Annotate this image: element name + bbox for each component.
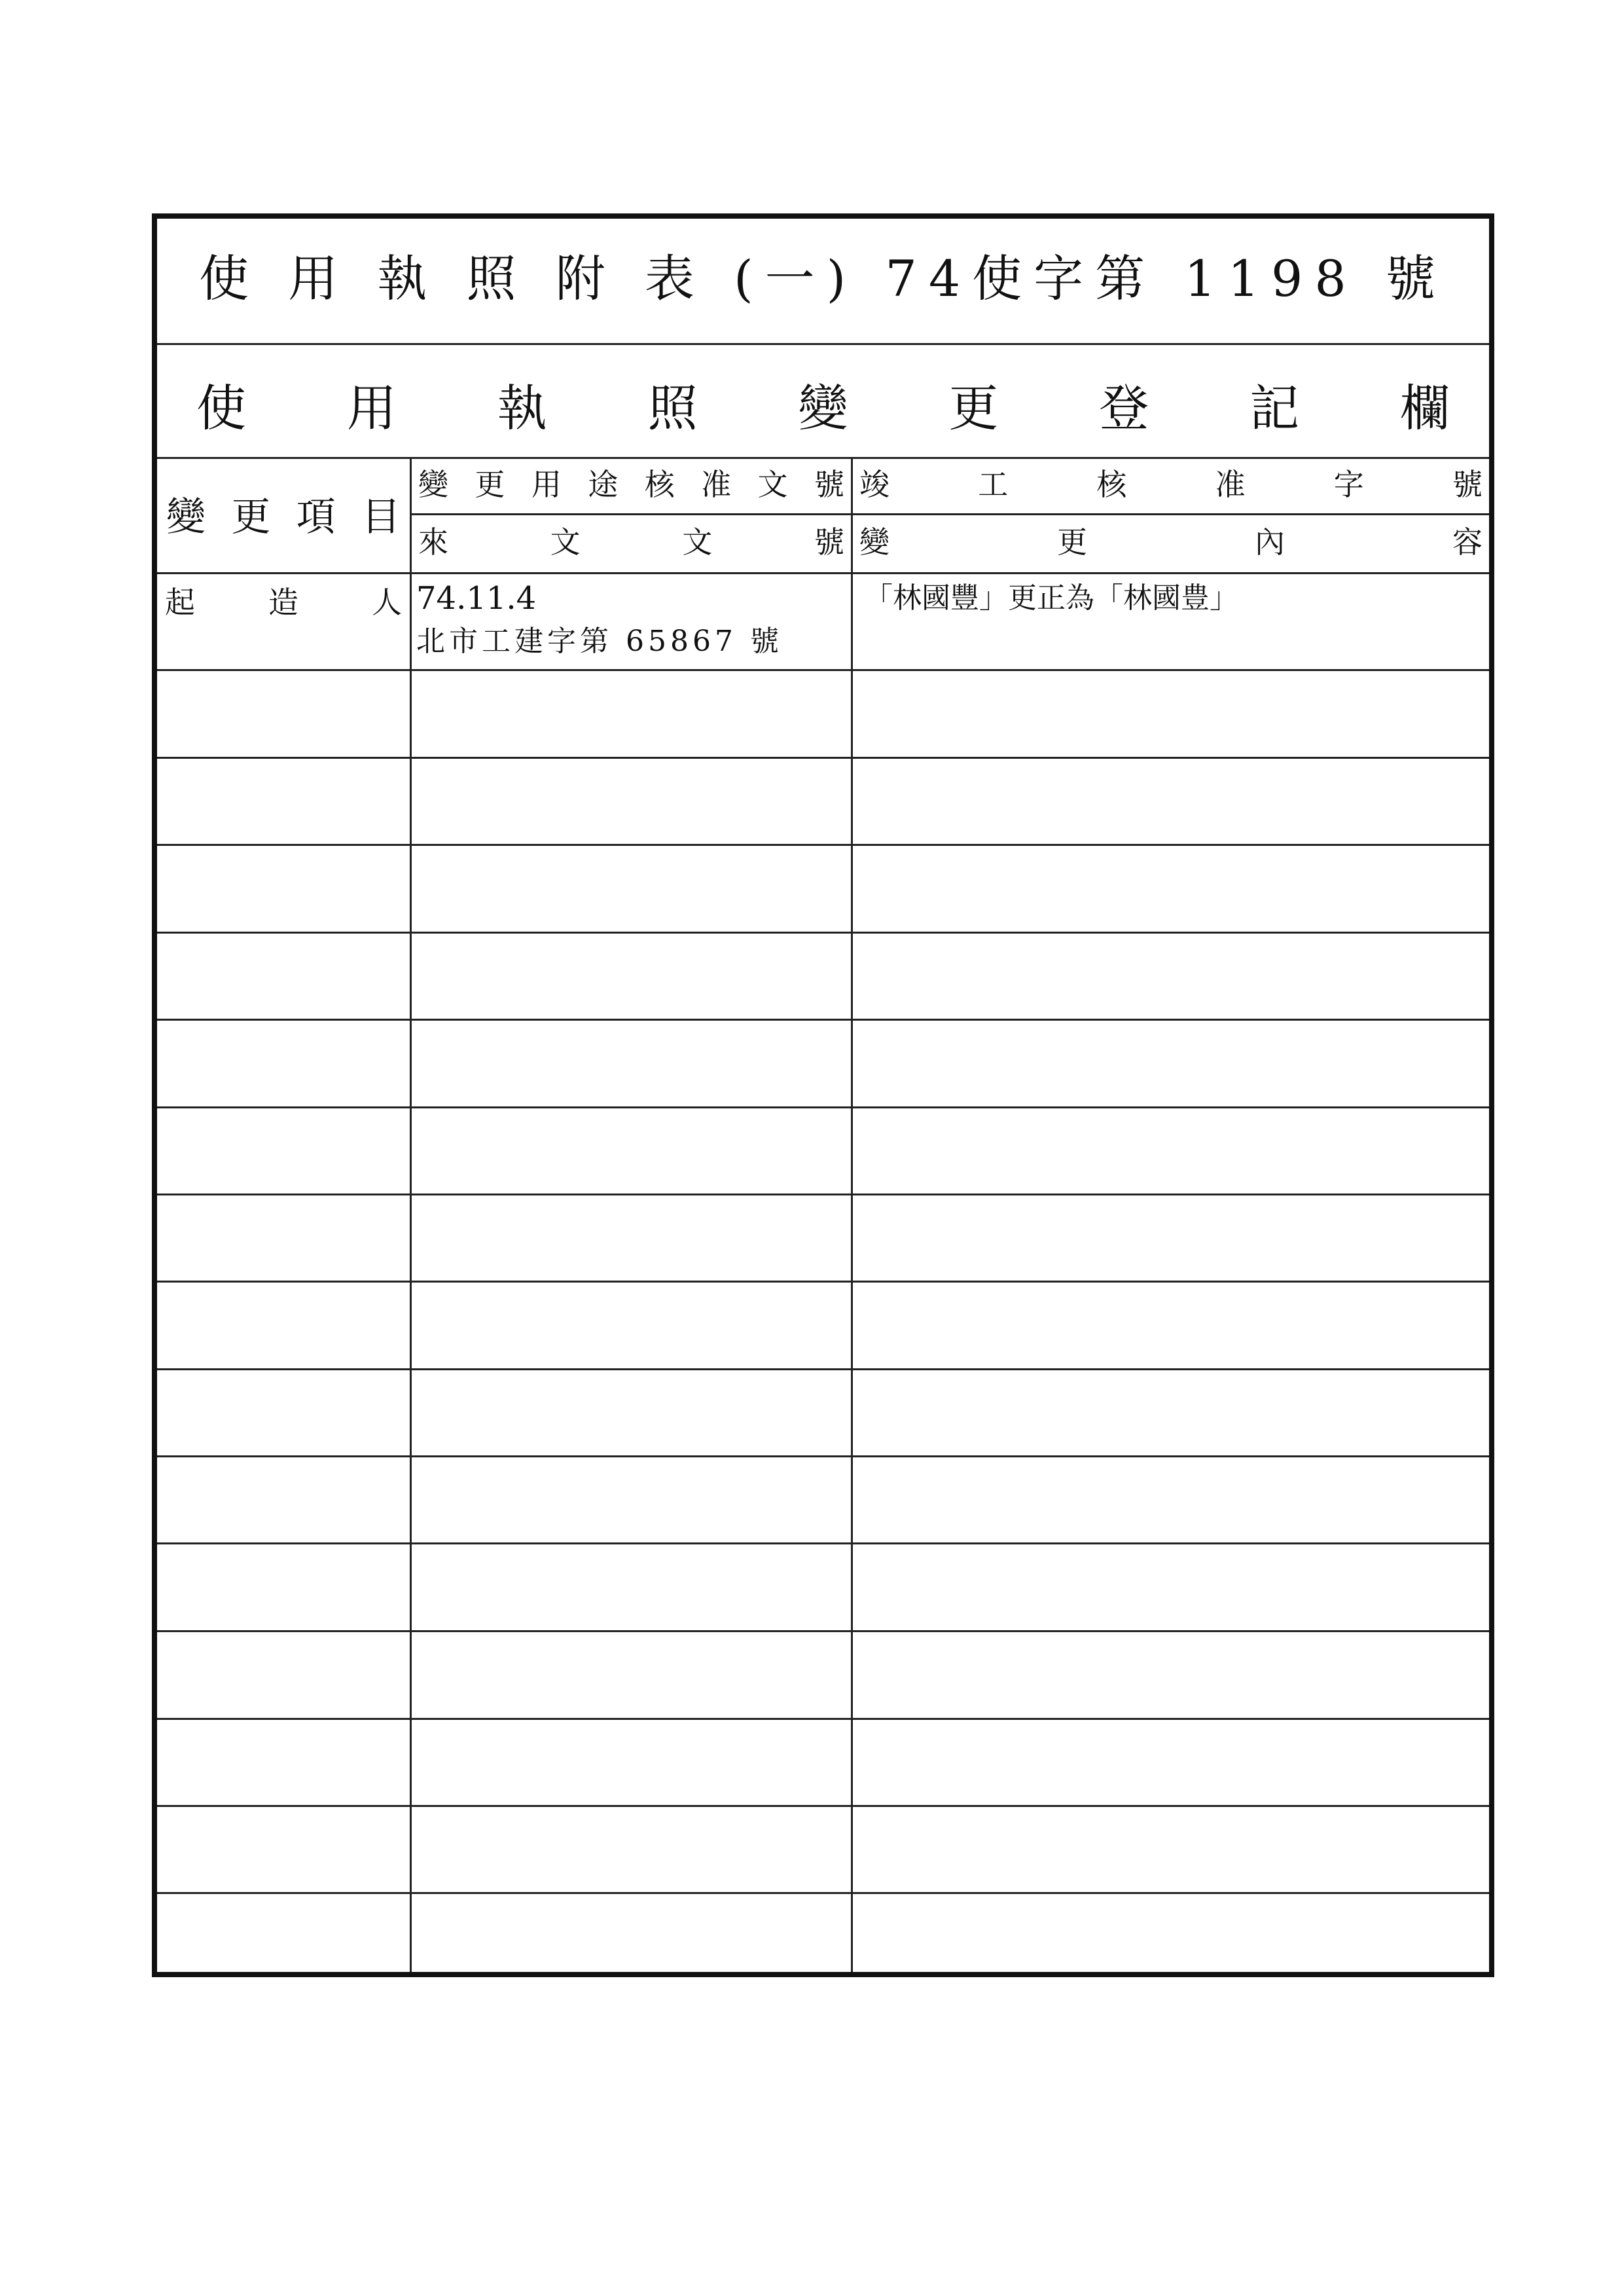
row-item-char: 造 <box>268 585 298 620</box>
header-char: 用 <box>531 467 562 502</box>
form-title: 使 用 執 照 附 表 (一) 74使字第 1198 號 <box>199 249 1447 308</box>
header-change-content <box>853 516 1489 568</box>
column-divider-1 <box>410 457 412 1972</box>
row-line <box>157 844 1489 846</box>
row-line <box>157 932 1489 934</box>
row-line <box>157 1455 1489 1457</box>
header-incoming-doc-no <box>412 516 851 568</box>
row-doc-no: 北市工建字第 65867 號 <box>416 625 783 658</box>
header-char: 准 <box>701 467 732 502</box>
header-char: 更 <box>475 467 505 502</box>
row-item-label <box>157 579 410 625</box>
header-char: 變 <box>166 494 206 540</box>
header-char: 目 <box>361 494 401 540</box>
row-line <box>157 1542 1489 1544</box>
header-char: 文 <box>757 467 788 502</box>
header-char: 容 <box>1452 524 1483 560</box>
section-title-char: 執 <box>497 378 547 437</box>
header-change-item <box>157 456 410 572</box>
header-char: 文 <box>550 524 581 560</box>
section-title-char: 記 <box>1249 378 1300 437</box>
row-line <box>157 1194 1489 1195</box>
header-char: 字 <box>1333 467 1364 502</box>
row-line <box>157 1718 1489 1720</box>
header-char: 內 <box>1255 524 1285 560</box>
row-line <box>157 1368 1489 1370</box>
header-char: 變 <box>418 467 448 502</box>
header-char: 核 <box>644 467 675 502</box>
divider-title <box>157 343 1489 345</box>
row-line <box>157 1805 1489 1807</box>
section-title <box>196 361 1450 446</box>
row-line <box>157 669 1489 671</box>
section-title-char: 使 <box>196 378 246 437</box>
license-form-table <box>152 213 1494 1977</box>
row-line <box>157 1106 1489 1108</box>
header-char: 核 <box>1096 467 1127 502</box>
row-line <box>157 1892 1489 1894</box>
divider-header-bottom <box>157 572 1489 574</box>
header-char: 途 <box>588 467 619 502</box>
section-title-char: 變 <box>798 378 848 437</box>
header-char: 號 <box>1452 467 1483 502</box>
row-change-content: 「林國豐」更正為「林國豊」 <box>864 581 1238 615</box>
header-completion-no <box>853 458 1489 511</box>
header-char: 工 <box>978 467 1009 502</box>
column-divider-2 <box>851 457 853 1972</box>
section-title-char: 用 <box>346 378 397 437</box>
row-item-char: 人 <box>372 585 402 620</box>
header-approval-doc-no <box>412 458 851 511</box>
divider-header-mid <box>410 513 1489 515</box>
header-char: 更 <box>231 494 271 540</box>
row-line <box>157 1019 1489 1021</box>
header-char: 准 <box>1215 467 1246 502</box>
section-title-char: 登 <box>1099 378 1149 437</box>
row-line <box>157 1281 1489 1283</box>
row-date: 74.11.4 <box>416 580 537 617</box>
header-char: 更 <box>1057 524 1087 560</box>
header-char: 來 <box>418 524 448 560</box>
header-char: 竣 <box>859 467 890 502</box>
row-item-char: 起 <box>165 585 195 620</box>
row-line <box>157 1630 1489 1632</box>
row-line <box>157 757 1489 759</box>
section-title-char: 欄 <box>1400 378 1450 437</box>
header-char: 號 <box>814 524 844 560</box>
section-title-char: 更 <box>948 378 999 437</box>
header-char: 文 <box>682 524 713 560</box>
header-char: 項 <box>296 494 336 540</box>
header-char: 變 <box>859 524 890 560</box>
section-title-char: 照 <box>647 378 698 437</box>
header-char: 號 <box>814 467 844 502</box>
